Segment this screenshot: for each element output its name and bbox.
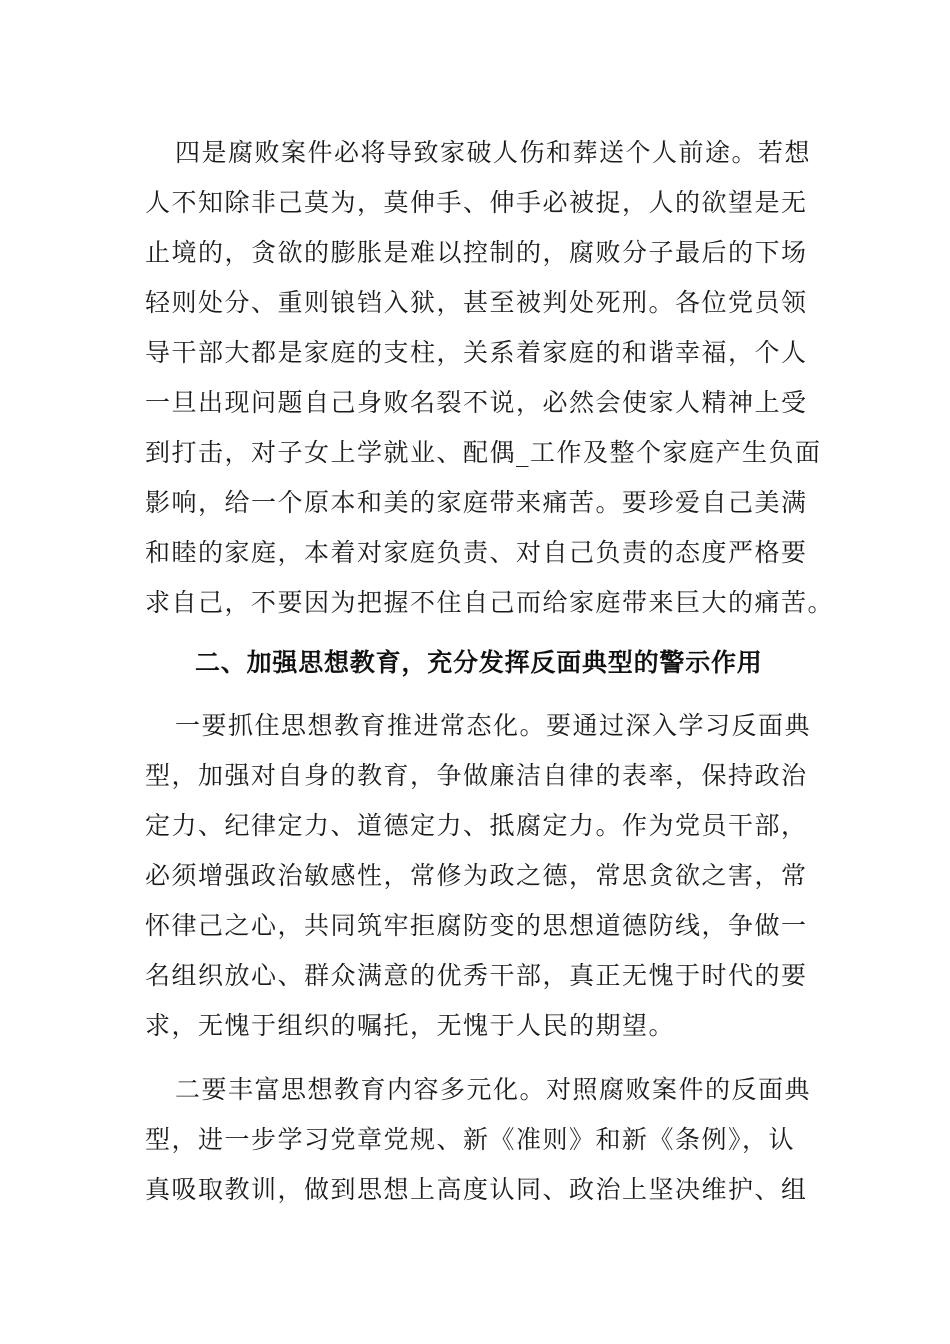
paragraph-line: 一旦出现问题自己身败名裂不说，必然会使家人精神上受 — [145, 388, 808, 417]
paragraph-line: 求自己，不要因为把握不住自己而给家庭带来巨大的痛苦。 — [145, 588, 835, 617]
paragraph-line: 轻则处分、重则锒铛入狱，甚至被判处死刑。各位党员领 — [145, 288, 808, 317]
paragraph-line: 型，进一步学习党章党规、新《准则》和新《条例》，认 — [145, 1125, 796, 1154]
paragraph-line: 止境的，贪欲的膨胀是难以控制的，腐败分子最后的下场 — [145, 238, 808, 267]
paragraph-line: 二要丰富思想教育内容多元化。对照腐败案件的反面典 — [175, 1075, 812, 1104]
paragraph-line: 到打击，对子女上学就业、配偶_工作及整个家庭产生负面 — [145, 438, 822, 467]
paragraph-line: 影响，给一个原本和美的家庭带来痛苦。要珍爱自己美满 — [145, 488, 808, 517]
paragraph-line: 怀律己之心，共同筑牢拒腐防变的思想道德防线，争做一 — [145, 911, 808, 940]
paragraph-line: 求，无愧于组织的嘱托，无愧于人民的期望。 — [145, 1011, 676, 1040]
paragraph-line: 人不知除非己莫为，莫伸手、伸手必被捉，人的欲望是无 — [145, 188, 808, 217]
paragraph-line: 导干部大都是家庭的支柱，关系着家庭的和谐幸福，个人 — [145, 338, 808, 367]
paragraph-line: 真吸取教训，做到思想上高度认同、政治上坚决维护、组 — [145, 1175, 808, 1204]
paragraph-line: 四是腐败案件必将导致家破人伤和葬送个人前途。若想 — [175, 138, 812, 167]
paragraph-line: 型，加强对自身的教育，争做廉洁自律的表率，保持政治 — [145, 761, 808, 790]
paragraph-line: 定力、纪律定力、道德定力、抵腐定力。作为党员干部， — [145, 811, 808, 840]
paragraph-line: 必须增强政治敏感性，常修为政之德，常思贪欲之害，常 — [145, 861, 808, 890]
paragraph-line: 一要抓住思想教育推进常态化。要通过深入学习反面典 — [175, 711, 812, 740]
paragraph-line: 和睦的家庭，本着对家庭负责、对自己负责的态度严格要 — [145, 538, 808, 567]
section-heading: 二、加强思想教育，充分发挥反面典型的警示作用 — [195, 648, 763, 677]
paragraph-line: 名组织放心、群众满意的优秀干部，真正无愧于时代的要 — [145, 961, 808, 990]
